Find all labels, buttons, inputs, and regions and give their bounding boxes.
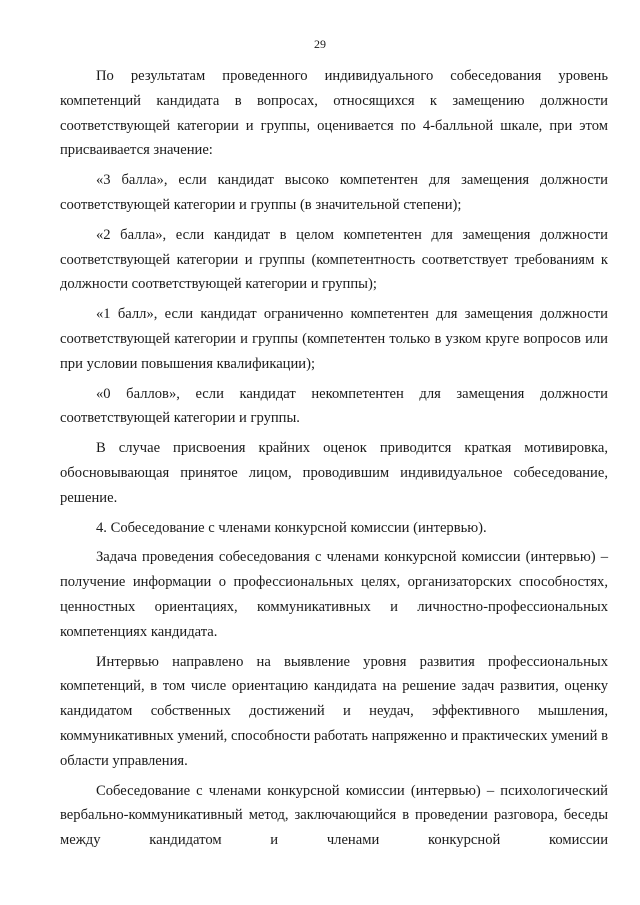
- paragraph-score-0: «0 баллов», если кандидат некомпетентен для замещения должности соответствующей категории и группы.: [60, 385, 608, 427]
- paragraph-interview-focus: Интервью направлено на выявление уровня развития профессиональных компетенций, в том числе ориентацию кандидата на решение задач развития, оценку кандидатом собственных достижений и неудач, эффективного мышления, коммуникативных умений, способности работать напряженно и практических умений в области управления.: [60, 653, 608, 769]
- page-number: 29: [314, 37, 326, 51]
- paragraph-interview-method: Собеседование с членами конкурсной комиссии (интервью) – психологический вербально-коммуникативный метод, заключающийся в проведении разговора, беседы между кандидатом и членами конкурсной комиссии: [60, 782, 608, 849]
- document-body: [60, 64, 608, 853]
- paragraph-score-3: «3 балла», если кандидат высоко компетентен для замещения должности соответствующей категории и группы (в значительной степени);: [60, 172, 608, 213]
- paragraph-score-1: «1 балл», если кандидат ограниченно компетентен для замещения должности соответствующей категории и группы (компетентен только в узком круге вопросов или при условии повышения квалификации);: [60, 306, 608, 372]
- section-heading-interview: 4. Собеседование с членами конкурсной комиссии (интервью).: [96, 519, 487, 536]
- paragraph-interview-task: Задача проведения собеседования с членами конкурсной комиссии (интервью) – получение информации о профессиональных целях, организаторских способностях, ценностных ориентациях, коммуникативных и личностно-профессиональных компетенциях кандидата.: [60, 549, 608, 640]
- paragraph-scoring-intro: По результатам проведенного индивидуального собеседования уровень компетенций кандидата в вопросах, относящихся к замещению должности соответствующей категории и группы, оценивается по 4-балльной шкале, при этом присваивается значение:: [60, 68, 608, 159]
- paragraph-score-2: «2 балла», если кандидат в целом компетентен для замещения должности соответствующей категории и группы (компетентность соответствует требованиям к должности соответствующей категории и группы);: [60, 226, 608, 293]
- paragraph-extreme-scores: В случае присвоения крайних оценок приводится краткая мотивировка, обосновывающая принятое лицом, проводившим индивидуальное собеседование, решение.: [60, 440, 608, 506]
